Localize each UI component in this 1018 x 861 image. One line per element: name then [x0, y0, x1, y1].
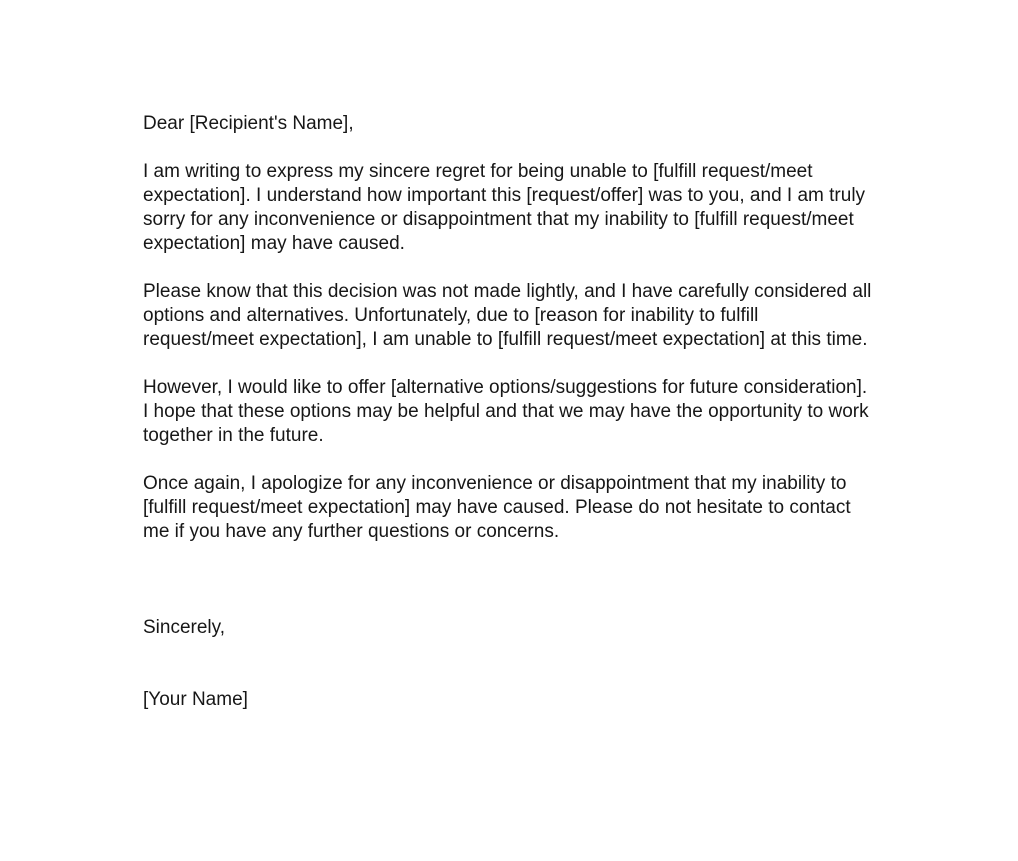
paragraph-spacer — [143, 448, 873, 472]
paragraph-4: Once again, I apologize for any inconvenience or disappointment that my inability to [fulfill request/meet expectation] may have caused. Please do not hesitate to contact me if you have any further questions or concerns. — [143, 473, 856, 542]
letter-body — [143, 112, 877, 760]
paragraph-spacer — [143, 136, 873, 160]
signature-name: [Your Name] — [143, 689, 248, 710]
paragraph-spacer — [143, 256, 873, 280]
paragraph-1: I am writing to express my sincere regret for being unable to [fulfill request/meet expectation]. I understand how important this [request/offer] was to you, and I am truly sorry for any inconvenience or disappointment that my inability to [fulfill request/meet expectation] may have caused. — [143, 161, 871, 254]
paragraph-2: Please know that this decision was not made lightly, and I have carefully considered all options and alternatives. Unfortunately, due to [reason for inability to fulfill request/meet expectation], I am unable to [fulfill request/meet expectation] at this time. — [143, 281, 877, 350]
signature-block — [143, 568, 873, 760]
closing-line: Sincerely, — [143, 617, 226, 638]
salutation: Dear [Recipient's Name], — [143, 113, 354, 134]
paragraph-3: However, I would like to offer [alternative options/suggestions for future consideration]. I hope that these options may be helpful and that we may have the opportunity to work together in the future. — [143, 377, 874, 446]
paragraph-spacer — [143, 544, 873, 568]
paragraph-spacer — [143, 352, 873, 376]
